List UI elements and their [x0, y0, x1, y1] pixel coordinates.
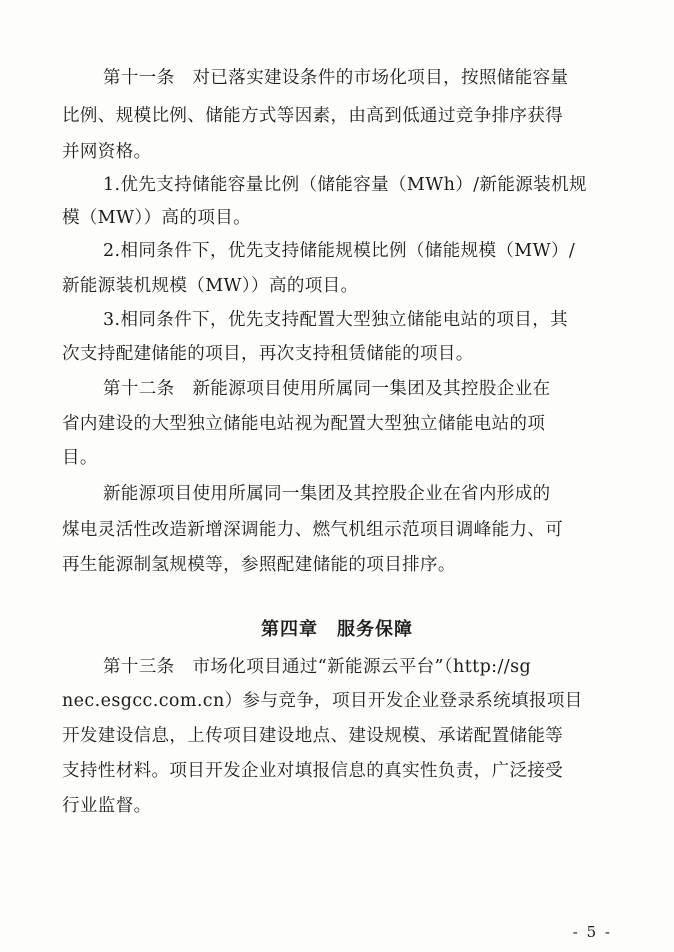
text-line: 行业监督。: [62, 796, 152, 816]
text-line: 模（MW））高的项目。: [62, 208, 252, 228]
text-line: 第十二条 新能源项目使用所属同一集团及其控股企业在: [103, 379, 551, 399]
text-line: 省内建设的大型独立储能电站视为配置大型独立储能电站的项: [62, 414, 546, 434]
text-line: 再生能源制氢规模等，参照配建储能的项目排序。: [62, 555, 456, 575]
text-line: 煤电灵活性改造新增深调能力、燃气机组示范项目调峰能力、可: [62, 520, 564, 540]
text-line: 1.优先支持储能容量比例（储能容量（MWh）/新能源装机规: [103, 175, 587, 195]
text-line: nec.esgcc.com.cn）参与竞争，项目开发企业登录系统填报项目: [62, 691, 583, 711]
text-line: 新能源项目使用所属同一集团及其控股企业在省内形成的: [103, 484, 551, 504]
text-line: 支持性材料。项目开发企业对填报信息的真实性负责，广泛接受: [62, 761, 564, 781]
text-line: 新能源装机规模（MW））高的项目。: [62, 276, 359, 296]
chapter-heading: 第四章 服务保障: [261, 619, 413, 640]
text-line: 并网资格。: [62, 142, 152, 162]
text-line: 开发建设信息，上传项目建设地点、建设规模、承诺配置储能等: [62, 726, 564, 746]
text-line: 第十一条 对已落实建设条件的市场化项目，按照储能容量: [103, 68, 569, 88]
page-number: - 5 -: [572, 923, 612, 941]
text-line: 次支持配建储能的项目，再次支持租赁储能的项目。: [62, 344, 474, 364]
text-line: 比例、规模比例、储能方式等因素，由高到低通过竞争排序获得: [62, 106, 564, 126]
text-line: 3.相同条件下，优先支持配置大型独立储能电站的项目，其: [103, 310, 568, 330]
text-line: 2.相同条件下，优先支持储能规模比例（储能规模（MW）/: [103, 241, 576, 261]
text-line: 目。: [62, 448, 98, 468]
text-line: 第十三条 市场化项目通过“新能源云平台”（http://sg: [103, 657, 532, 677]
